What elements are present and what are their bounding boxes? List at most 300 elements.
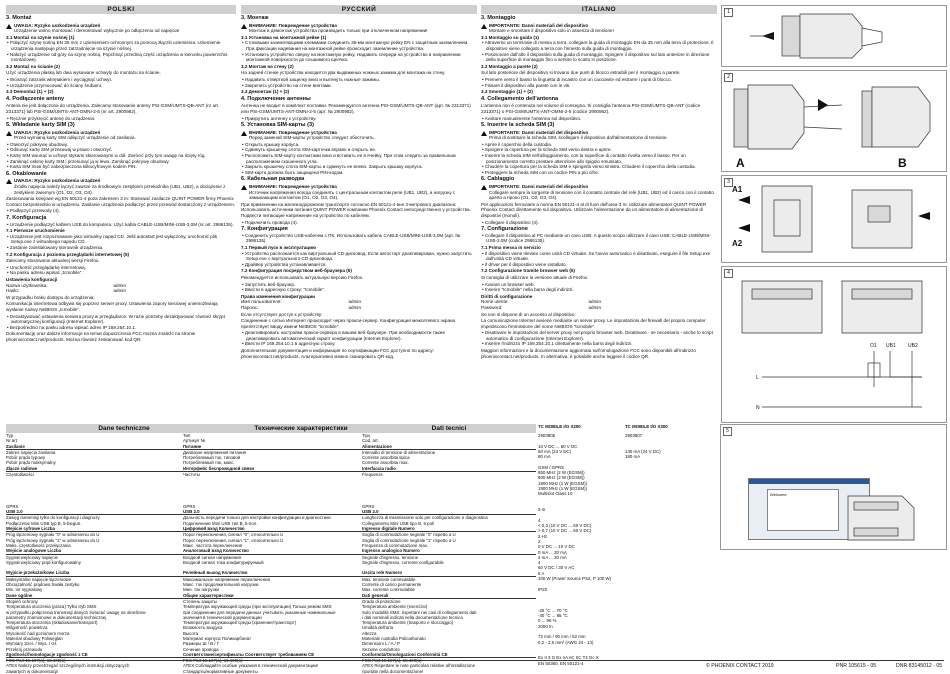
warning-icon (6, 179, 12, 184)
warning-note (6, 130, 236, 141)
tech-row: Размеры Ш / В / Г (183, 641, 220, 647)
bullet-item: • Ręcznie przykręcić antenę do urządzenia. (6, 116, 236, 122)
tech-row: Intervallo di tensione di alimentazione (362, 449, 436, 455)
tech-row: FCC Part 15.107(a), 15.109(a) (362, 658, 422, 664)
column-pl (6, 5, 236, 420)
credential-value: admin (588, 304, 601, 310)
tech-value: 140 mA (24 V DC) (625, 448, 661, 454)
tech-value: 50 mA (24 V DC) (538, 448, 572, 454)
subsection-heading: 3.3 Smontaggio (1) + (2) (481, 89, 533, 95)
bullet-item: • Chiudere la copertura per la scheda SIM e spingerla verso sinistra. Chiudere il coperchio della custodia. (481, 164, 717, 170)
credential-value: admin (348, 299, 361, 305)
tech-row: Segnale d'ingresso, tensione (362, 554, 419, 560)
bullet-item: • Inserire l'indirizzo IP 169.254.10.1 direttamente nella barra degli indirizzi. (481, 341, 717, 347)
tech-row: Входной сигнал напряжения (183, 554, 242, 560)
tech-value: 4 (538, 517, 541, 523)
tech-row: Ingresso digitale Numero (362, 526, 536, 532)
section-heading: 7. Konfiguracja (6, 215, 47, 221)
bullet-item: • Połączyć szynę nośną EN 35 mm z uziemieniem ochronnym za pomocą złączki uziemienia. Uziemienie urządzenia następuje przez zatrzaśnięcie na szynie nośnej. (6, 40, 236, 51)
tech-row: Макс. частота переключения (183, 542, 243, 548)
bullet-item: • Kartę SIM wsunąć w uchwyt stykami skierowanymi w dół. Zwrócić przy tym uwagę na ścięty róg. (6, 153, 236, 159)
tech-row: при соединении для передачи данных учитывать указанные номинальные (183, 609, 336, 615)
tech-row: Solo modalità SMS, rispettare nei casi di collegamento dati (362, 609, 477, 615)
paragraph: W przypadku braku dostępu do urządzenia: (6, 294, 95, 300)
bullet-item: • Zostanie zainstalowany sterownik urządzenia. (6, 245, 236, 251)
bullet-item: • Inserire la scheda SIM nell'alloggiamento, con la superficie di contatto rivolta verso il basso. Per un posizionamento corretto prestare attenzione allo spigolo smussato. (481, 153, 717, 164)
warning-title: ВНИМАНИЕ: Повреждение устройства (249, 22, 337, 28)
bullet-item: • Надавить отверткой защелку вниз и вытянуть ножные зажимы. (241, 77, 477, 83)
bullet-item: • Расположить SIM-карту контактами вниз и вставить ее в ячейку. При этом следить за правильным расположением скошенного угла. (241, 153, 477, 164)
tech-row: Тип (183, 433, 191, 438)
subsection-heading: 7.1 Pierwsze uruchomienie (6, 228, 65, 234)
tech-row: Stopień ochrony (6, 598, 38, 604)
bullet-item: • Collegare il dispositivo (4). (481, 220, 717, 226)
tech-row: Frequenza di commutazione max. (362, 542, 429, 548)
paragraph: Per applicazioni ferroviarie a norma EN 50121-4 al di fuori dell'area 3 m: utilizzare alimentatori QUINT POWER Phoenix Contact direttamente sul dispositivo. Utilizzare l'alimentazione da un alimentatore di alimentazione di dispositivi (monoli). (481, 201, 707, 218)
bullet-item: • Ввести IP 169.254.10.1 в адресную строку. (241, 341, 477, 347)
tech-row: Сечение провода (183, 646, 219, 652)
paragraph: Sul lato posteriore del dispositivo si trovano due punti di blocco estraibili per il montaggio a parete. (481, 70, 681, 76)
credential-value: admin (113, 282, 126, 288)
tech-row: riportate nella documentazione! (362, 668, 424, 674)
tech-row: Podłączenie Mini USB typ B, 5-biegun. (6, 520, 82, 526)
paragraph: Zalecamy stosowanie aktualnej wersji Firefox. (6, 258, 100, 264)
model-x200: TC MOBILE I/O X200 (538, 424, 581, 429)
tech-row: Temperatura ambiente (trasporto e stoccaggio) (362, 620, 454, 626)
tech-row: FCC Part 15.107(a), 15.109(a) (183, 658, 243, 664)
warning-note (481, 23, 717, 34)
tech-row: Tipo (362, 433, 371, 438)
browser-welcome: Welcome (770, 492, 787, 497)
bullet-item: • Fissare il dispositivo alla parete con le viti. (481, 83, 717, 89)
tech-row: i dati nominali indicati nella documentazione tecnica (362, 614, 463, 620)
subsection-heading: 3.3 Демонтаж (1) + (2) (241, 89, 290, 95)
tech-value: 2903807 (625, 433, 643, 438)
tech-row: Nr art. (6, 438, 19, 444)
bullet-item: • Il driver per il dispositivo viene installato. (481, 262, 717, 268)
tech-row: Min. tor sygnałowy (6, 587, 43, 593)
warning-title: ВНИМАНИЕ: Повреждение устройства (249, 184, 337, 190)
credential-label: Hasło: (6, 288, 20, 294)
tech-row: Frequenze (362, 472, 383, 478)
paragraph: При применении на железнодорожном транспорте согласно EN 50121-4 вне 3-метрового диапазона: Использовать источники питания QUINT POWER компании Phoenix Contact непосредственно у устройства. Подвести питающие напряжение на устройство по кабелям. (241, 201, 471, 218)
paragraph: Maggiori informazioni e la documentazione aggiornata sull'omologazione FCC sono disponibili all'indirizzo phoenixcontact.net/products. In alternativa, è possibile anche leggere il codice QR. (481, 348, 696, 359)
tech-row: Collegamento Mini USB tipo B, 5 poli (362, 520, 434, 526)
figure-number: 2 (724, 73, 733, 82)
tech-row: FCC Part 15.107(a), 15.109(a) (6, 658, 66, 664)
column-header: ITALIANO (481, 5, 717, 14)
bullet-item: • Na pasku adresu wpisać „tcmobile”. (6, 270, 236, 276)
credential-label: Nazwa użytkownika: (6, 282, 48, 288)
bullet-item: • Premere verso il basso la linguetta di incastro con un cacciavite ed estrarre i punti di blocco. (481, 77, 717, 83)
bullet-item: • Ввести в адресную строку: "tcmobile". (241, 287, 477, 293)
bullet-item: • Zamknąć osłonę karty SIM i przesunąć ją w lewo. Zamknąć pokrywę obudowy. (6, 159, 236, 165)
tech-row: Obciążalność prądowa trwała zestyku (6, 582, 80, 588)
tech-value: 3 m (538, 507, 546, 513)
bullet-item: • Proteggere la scheda SIM con un codice PIN a più cifre. (481, 170, 717, 176)
figure-2-wall-mount (721, 70, 947, 172)
warning-icon (241, 24, 247, 29)
tech-value: 60 V DC / 30 V AC (538, 565, 575, 571)
tech-row: w przypadku połączenia transmisji danych zwracać uwagę na określone (6, 609, 146, 615)
tech-row: Потребляемый ток, типовой (183, 455, 241, 461)
tech-row: Corrente assorbita max. (362, 460, 409, 466)
tech-row: Segnale d'ingresso, corrente configurabile (362, 559, 444, 565)
bullet-item: • Открыть крышку корпуса. (241, 142, 477, 148)
warning-icon (241, 185, 247, 190)
subsection-heading: 7.2 Конфигурация посредством веб-браузера (5) (241, 268, 352, 274)
tech-value: 10 V DC ... 60 V DC (538, 443, 578, 449)
tech-row: Wyjście przekaźnikowe Liczba (6, 570, 242, 576)
tech-row: Порог переключения, сигнал "1", относительно U (183, 537, 284, 543)
figure-label-b: B (898, 156, 907, 170)
figure-number: 1 (724, 8, 733, 17)
bullet-item: • Collegare il dispositivo al PC mediante un cavo USB. A questo scopo utilizzare il cavo USB: CABLE-USB/MINI-USB-3,0M (codice 2986135). (481, 233, 717, 244)
config-credential (241, 305, 361, 311)
tech-value: GSM / GPRS (538, 464, 565, 470)
tech-row: ATEX Rispettare le note particolari relative all'installazione (362, 663, 476, 669)
tech-row: значения в технической документации (183, 614, 262, 620)
bullet-item: • Соединить устройство USB-кабелем с ПК. Использовать кабель CABLE-USB/MINI-USB-3,0M (арт. № 2986135). (241, 233, 477, 244)
section-heading: 3. Montaż (6, 15, 32, 21)
subsection-heading: 7.2 Configurazione tramite browser web (5) (481, 268, 575, 274)
tech-row: Zakres napięcia zasilania (6, 449, 56, 455)
warning-text: Монтаж и демонтаж устройства производить только при отключенном напряжении! (249, 28, 428, 34)
tech-row: Релейный выход Количество (183, 570, 419, 576)
paragraph: Дополнительная документация и информация по сертификации FCC доступно по адресу: phoenixcontact.net/products. Альтернативно можно сканировать QR-код. (241, 348, 435, 359)
warning-title: IMPORTANTE: Danni materiali del dispositivo (489, 184, 589, 190)
figure-number: 4 (724, 269, 733, 278)
tech-header-polish: Dane techniczne (6, 424, 242, 433)
credential-label: Имя пользователя: (241, 299, 282, 305)
warning-note (241, 23, 477, 34)
tech-row: Входной сигнал тока конфигурируемый (183, 559, 264, 565)
paragraph: Dokumentację oraz dalsze informacje na temat dopuszczenia FCC można znaleźć na stronie phoenixcontact.net/products. Można również zeskanować kod QR. (6, 331, 196, 342)
model-x300: TC MOBILE I/O X300 (625, 424, 668, 429)
tech-row: Materiale custodia Policarbonato (362, 635, 426, 641)
bullet-item: • Urządzenie jest rozpoznawane jako wirtualny napęd CD. Jeśli autostart jest wyłączony, uruchomić plik Setup.exe z wirtualnego napędu CD. (6, 234, 236, 245)
tech-row: Потребляемый ток, макс. (183, 460, 235, 466)
tech-row: Zasięg transmisji tylko do konfiguracji i diagnozy (6, 515, 100, 521)
tech-row: Общие характеристики (183, 593, 419, 599)
tech-row: Pobór prądu maksymalny (6, 460, 56, 466)
bullet-item: • Прикрутить антенну к устройству. (241, 116, 477, 122)
terminal-ub2: UB2 (908, 343, 918, 349)
tech-value: 850 MHz (2 W (EGSM)) (538, 470, 585, 476)
subsection-heading: 3.1 Montaggio su guida (1) (481, 34, 539, 40)
warning-text: Przed wymianą karty SIM odłączyć urządzenie od zasilania. (14, 135, 136, 141)
paragraph: Zastosowania kolejowe wg EN 50121-4 poza zakresem 3 m: Stosować zasilacze QUINT POWER firmy Phoenix Contact bezpośrednio w urządzeniu. Zasilanie urządzenia podłączyć przez przewód dostarczony z urządzeniem. (6, 196, 236, 207)
bullet-item: • Il dispositivo viene rilevato come unità CD virtuale. Se l'avvio automatico è disattivato, eseguire il file Setup.exe dall'unità CD virtuale. (481, 251, 717, 262)
tech-row: Umidità dell'aria (362, 625, 394, 631)
tech-row: Sezione conduttore (362, 646, 400, 652)
bullet-item: • Avviare un browser web. (481, 282, 717, 288)
warning-icon (481, 185, 487, 190)
section-heading: 5. Wkładanie karty SIM (3) (6, 122, 75, 129)
tech-row: Złącze radiowe (6, 466, 242, 472)
tech-row: zawartych w dokumentacji! (6, 668, 59, 674)
sim-card-drawing (722, 176, 946, 262)
tech-value: 4 mA ... 20 mA (538, 554, 567, 560)
tech-row: Maks. częstotliwość przełączania (6, 542, 71, 548)
figure-4-wiring (721, 266, 947, 423)
paragraph: Si consiglia di utilizzare la versione attuale di Firefox. (481, 274, 589, 280)
bullet-item: • Запустить веб-браузер. (241, 282, 477, 288)
tech-row: Ingresso analogico Numero (362, 548, 536, 554)
line-l: L (756, 375, 759, 381)
bullet-item: • Сдвинуть крышечку слота SIM-карточки вправо и открыть ее. (241, 147, 477, 153)
tech-row: ATEX Соблюдайте особые указания в технической документации! (183, 663, 319, 669)
tech-row: USB 2.0 (183, 509, 419, 515)
tech-value: EN 50360, EN 50121-4 (538, 660, 584, 666)
section-heading: 7. Configurazione (481, 226, 528, 233)
tech-value: 80 mA (538, 454, 551, 460)
bullet-item: • Podłączyć przewody (4). (6, 208, 236, 214)
warning-text: Urządzenie wolno montować i demontować wyłącznie po odłączeniu od napięcia! (14, 28, 180, 34)
tech-row: Próg łączeniowy sygnału "1" w odniesieniu do U (6, 537, 100, 543)
section-heading: 4. Podłączenie anteny (6, 95, 65, 102)
tech-value: 0 mA ... 20 mA (538, 549, 567, 555)
warning-title: IMPORTANTE: Danni materiali del dispositivo (489, 129, 589, 135)
subsection-heading: 3.1 Montaż na szynie nośnej (1) (6, 34, 75, 40)
paragraph: Если отсутствует доступ к устройству: (241, 311, 323, 317)
tech-value: 1800 MHz (1 W (EGSM)) (538, 480, 588, 486)
tech-table-italian (362, 424, 536, 674)
section-heading: 6. Cablaggio (481, 176, 515, 183)
subsection-heading: 3.2 Montaż na ścianie (2) (6, 63, 60, 69)
tech-row: Przekrój przewodu (6, 646, 43, 652)
bullet-item: • Устройство распознается как виртуальный CD-дисковод. Если автостарт деактивирован, нужно запустить Setup.exe с виртуального CD-дисковода. (241, 251, 477, 262)
tech-value: 1900 MHz (1 W (EGSM)) (538, 485, 588, 491)
warning-icon (6, 131, 12, 136)
tech-value: 4 (538, 560, 541, 566)
section-heading: 4. Подключение антенны (241, 95, 311, 102)
section-heading: 5. Установка SIM-карты (3) (241, 122, 314, 129)
tech-value: Multislot Class 10 (538, 491, 573, 497)
warning-icon (241, 131, 247, 136)
section-heading: 3. Монтаж (241, 15, 269, 21)
tech-row: Диапазон напряжения питания (183, 449, 247, 455)
browser-window (767, 489, 839, 531)
bullet-item: • Otworzyć pokrywę obudowy. (6, 142, 236, 148)
tech-row: Max. corrente commutabile (362, 587, 415, 593)
paragraph: Użyć urządzenia płaską lub dwa wysuwane uchwyty do montażu na ścianie. (6, 70, 161, 76)
warning-icon (481, 24, 487, 29)
warning-title: ВНИМАНИЕ: Повреждение устройства (249, 129, 337, 135)
warning-text: Перед заменой SIM-карты устройство следует обесточить. (249, 135, 375, 141)
tech-row: Высота (183, 630, 199, 636)
tech-value: 180 mA (625, 454, 641, 460)
column-it (481, 5, 717, 420)
tech-value: 0 ... 95 % (538, 618, 557, 624)
tech-row: Dimensioni L / A / P (362, 641, 400, 647)
figure-number: 3 (724, 178, 733, 187)
paragraph: La comunicazione Internet avviene mediante un server proxy. Le impostazioni del firewall del proprio computer impediscono l'immissione del nome NetBIOS "tcmobile". (481, 318, 706, 329)
bullet-item: • Wcisnąć zatrzask wkrętakiem i wyciągnąć uchwyt. (6, 77, 236, 83)
warning-text: Collegare sempre la sorgente di tensione con il contatto centrale del relè (UB1, UB2) ed il carico con il contatto aperto a riposo (O1, O2, O3, O4). (489, 189, 714, 201)
tech-row: USB 2.0 (6, 509, 242, 515)
tech-row: Sygnał wejściowy prąd konfigurowalny (6, 559, 81, 565)
tech-value: 900 MHz (2 W (EGSM)) (538, 475, 585, 481)
tech-row: Corrente di carico permanente (362, 582, 422, 588)
tech-row: Altezza (362, 630, 377, 636)
subsection-heading: 7.2 Konfiguracja z poziomu przeglądarki internetowej (5) (6, 251, 130, 257)
tech-row: Soglia di commutazione segnale "1" rispetto a U (362, 537, 456, 543)
tech-value: 2 (538, 538, 541, 544)
tech-row: Materiał obudowy Poliwęglan (6, 635, 63, 641)
tech-row: Temperatura otoczenia (składowanie/transport) (6, 620, 98, 626)
tech-row: ATEX Należy przestrzegać szczególnych instrukcji dotyczących (6, 663, 130, 669)
tech-row: Interfaccia radio (362, 466, 536, 472)
bullet-item: • Стоковыми заземляющими клеммами соединить 35-мм монтажную рейку EN с защитным заземлением. При фиксации надевания на монтажной рейке происходит заземление устройства. (241, 40, 477, 51)
bullet-item: • Karta SIM musi być zabezpieczona kilkucyfrowym kodem PIN. (6, 164, 236, 170)
tech-row: Zgodność/homologacje zgodność z CE (6, 652, 242, 658)
tech-row: GPRS (362, 503, 375, 509)
tech-row: Max. tensione commutabile (362, 576, 416, 582)
subsection-heading: 3.2 Монтаж на стену (2) (241, 63, 294, 69)
tech-value: 2000 m (538, 623, 553, 629)
subsection-heading: Права изменения конфигурации (241, 293, 315, 299)
tech-row: Стандарты/нормативные документы (183, 668, 258, 674)
tech-row: Соответствие/сертификаты Соответствует требованиям СЕ (183, 652, 419, 658)
figure-3-sim-card (721, 175, 947, 263)
subsection-heading: 7.1 Prima messa in servizio (481, 244, 541, 250)
tech-row: GPRS (183, 503, 196, 509)
line-n: N (756, 405, 760, 411)
tech-value: IP20 (538, 586, 548, 592)
tech-row: parametry znamionowe w dokumentacji technicznej (6, 614, 107, 620)
subsection-heading: Diritti di configurazione (481, 293, 533, 299)
paragraph: Антенна не входит в комплект поставки. Рекомендуется антенна PSI-GSM/UMTS-QB-ANT (арт. № 2313371) или PSI-GSM/UMTS-ANT-OMNI-2-5 (арт. № 2900982). (241, 103, 471, 114)
bullet-item: • Деактивировать настройки прокси-сервера в вашем веб-браузере. При необходимости также деактивировать автоматический скрипт конфигурации (Internet Explorer). (241, 330, 477, 341)
tech-row: Dati generali (362, 593, 536, 599)
tech-header-russian: Технические характеристики (183, 424, 419, 433)
paragraph: Рекомендуется использовать актуальную версию Firefox. (241, 274, 364, 280)
section-heading: 3. Montaggio (481, 15, 516, 21)
pnr: PNR 105615 - 05 (836, 663, 877, 669)
subsection-heading: 3.2 Montaggio a parete (2) (481, 63, 538, 69)
tech-row: Аналоговый вход Количество (183, 548, 419, 554)
wall-mount-drawing (722, 71, 946, 171)
tech-row: Частоты (183, 472, 201, 478)
paragraph: Komunikacja internetowa odbywa się poprzez serwer proxy. Ustawienia zapory sieciowej uniemożliwiają wysłanie nazwy NetBIOS „tcmobile”. (6, 301, 218, 312)
bullet-item: • Bezpośrednio na pasku adresu wpisać adres IP 169.254.10.1. (6, 325, 236, 331)
warning-text: Источник напряжения всегда соединять с центральным контактом реле (UB1, UB2), а нагрузку с замыкающим контактом (O1, O2, O3, O4). (249, 189, 456, 201)
tech-row: Материал корпуса Поликарбонат (183, 635, 251, 641)
tech-value: -40 °C ... 85 °C (538, 613, 568, 619)
tech-row: Typ (6, 433, 14, 438)
warning-note (481, 184, 717, 201)
credential-value: admin (113, 288, 126, 294)
tech-row: Pobór prądu typowy (6, 455, 46, 461)
tech-row: Dane ogólne (6, 593, 242, 599)
tech-row: Corrente assorbita tipica (362, 455, 410, 461)
tech-row: Степень защиты (183, 598, 218, 604)
section-heading: 7. Конфигурация (241, 226, 288, 233)
paragraph: Antena nie jest dołączona do urządzenia. Zalecamy stosowanie anteny PSI-GSM/UMTS-QB-ANT (nr art. 2313371) lub PSI-GSM/UMTS-ANT-OMNI-2-5 (nr art. 2900982). (6, 103, 220, 114)
warning-text: Montare e smontare il dispositivo solo in assenza di tensione! (489, 28, 614, 34)
bullet-item: • SIM-карта должна быть защищена PIN-кодом. (241, 170, 477, 176)
tech-value: 100 W (Power Source PS2, P 100 W) (538, 576, 612, 582)
bullet-item: • Inserire "tcmobile" nella barra degli indirizzi. (481, 287, 717, 293)
tech-row: Conformità/Omologazioni Conformità CE (362, 652, 536, 658)
warning-note (481, 130, 717, 141)
din-mount-drawing (722, 6, 946, 66)
warning-icon (481, 131, 487, 136)
footer (6, 660, 944, 671)
column-ru (241, 5, 477, 420)
section-heading: 4. Collegamento dell'antenna (481, 95, 559, 102)
tech-row: Sygnał wejściowy napięcie (6, 554, 58, 560)
tech-row: Порог переключения, сигнал "0", относительно U (183, 532, 284, 538)
bullet-item: • Dezaktywować ustawienia serwera proxy w przeglądarce. W razie potrzeby dezaktywować również skrypt automatycznej konfiguracji (Internet Explorer). (6, 314, 236, 325)
tech-row: Częstotliwości (6, 472, 34, 478)
tech-value: 6 A (538, 570, 545, 576)
wiring-drawing (722, 267, 946, 422)
tech-row: Soglia di commutazione segnale "0" rispetto a U (362, 532, 456, 538)
paragraph: L'antenna non è contenuta nel volume di consegna. Si consiglia l'antenna PSI-GSM/UMTS-QB-ANT (codice 2313371) o PSI-GSM/UMTS-ANT-OMNI-2-5 (codice 2900982). (481, 103, 701, 114)
tech-row: Maksymalne napięcie łączeniowe (6, 576, 72, 582)
tech-value: > 0,7 (10 V DC ... 60 V DC) (538, 528, 592, 534)
terminal-o1: O1 (870, 343, 877, 349)
credential-value: admin (348, 304, 361, 310)
copyright: © PHOENIX CONTACT 2019 (706, 663, 774, 669)
section-heading: 6. Okablowanie (6, 170, 47, 177)
credential-value: admin (588, 299, 601, 305)
tech-row: Alimentazione (362, 444, 536, 450)
tech-value: 0,2 - 2,5 mm² (AWG 24 - 14) (538, 639, 594, 645)
tech-row: Wejście cyfrowe Liczba (6, 526, 242, 532)
column-header: POLSKI (6, 5, 236, 14)
bullet-item: • Urządzenie podłączyć kablem USB do komputera. Użyć kabla CABLE-USB/MINI-USB-3,0M (nr art. 2986135). (6, 222, 236, 228)
tech-row: Максимальное напряжение переключения (183, 576, 270, 582)
bullet-item: • Закрепить устройство на стене винтами. (241, 83, 477, 89)
tech-row: Lunghezza di trasmissione solo per configurazione e diagnostica (362, 515, 488, 521)
paragraph: Соединение с сетью Интернет происходит через прокси-сервер. Конфигурация межсетевого экрана препятствует вводу имени NetBIOS "tcmobile". (241, 318, 456, 329)
tech-row: Temperatura otoczenia (praca) Tylko tryb SMS (6, 604, 97, 610)
credential-label: Nome utente: (481, 299, 509, 305)
dnr: DNR 83145012 - 05 (896, 663, 943, 669)
tech-row: Мин. ток нагрузки (183, 587, 219, 593)
bullet-item: • Установить устройство сверху на монтажную рейку. Надавить спереди на устройство в направлении монтажной поверхности до слышимого щелчка. (241, 52, 477, 63)
tech-value: 2 Hz (538, 533, 548, 539)
tech-row: Próg łączeniowy sygnału "0" w odniesieniu do U (6, 532, 100, 538)
bullet-item: • Avvitare manualmente l'antenna sul dispositivo. (481, 116, 717, 122)
warning-icon (6, 24, 12, 29)
warning-text: Źródło napięcia należy łączyć zawsze za środkowym zestykiem przekaźnika (UB1, UB2), a obciążenie z zestykiem zwiernym (O1, O2, O3, O4). (14, 184, 226, 195)
tech-value: -25 °C ... 70 °C (538, 607, 568, 613)
warning-title: IMPORTANTE: Danni materiali del dispositivo (489, 22, 589, 28)
warning-note (6, 23, 236, 34)
config-credential (481, 305, 601, 311)
warning-title: UWAGA: Ryzyko uszkodzenia urządzeń (14, 178, 101, 184)
bullet-item: • Posizionare dall'alto il dispositivo sulla guida di montaggio. Spingere il dispositivo sul lato anteriore in direzione della superficie di montaggio fino a sentire lo scatto in posizione. (481, 52, 717, 63)
subsection-heading: 3.3 Demontaż (1) + (2) (6, 89, 54, 95)
tech-row: Цифровой вход Количество (183, 526, 419, 532)
bullet-item: • Nałożyć urządzenie od góry na szynę nośną. Popchnąć przednią część urządzenia w kierunku powierzchni montażowej. (6, 52, 236, 63)
section-heading: 6. Кабельная разводка (241, 176, 305, 183)
tech-row: Температура окружающей среды (хранение/транспорт) (183, 620, 297, 626)
tech-row: Wejście analogowe Liczba (6, 548, 242, 554)
tech-row: Артикул № (183, 438, 206, 444)
tech-row: Подключение Mini USB тип B, 5-пол. (183, 520, 258, 526)
bullet-item: • Драйвер устройства устанавливается. (241, 262, 477, 268)
warning-note (6, 178, 236, 195)
config-credential (6, 288, 126, 294)
tech-value: 0 V DC ... 10 V DC (538, 544, 575, 550)
subsection-heading: 7.1 Первый пуск в эксплуатацию (241, 244, 317, 250)
tech-row: Zasilanie (6, 444, 242, 450)
